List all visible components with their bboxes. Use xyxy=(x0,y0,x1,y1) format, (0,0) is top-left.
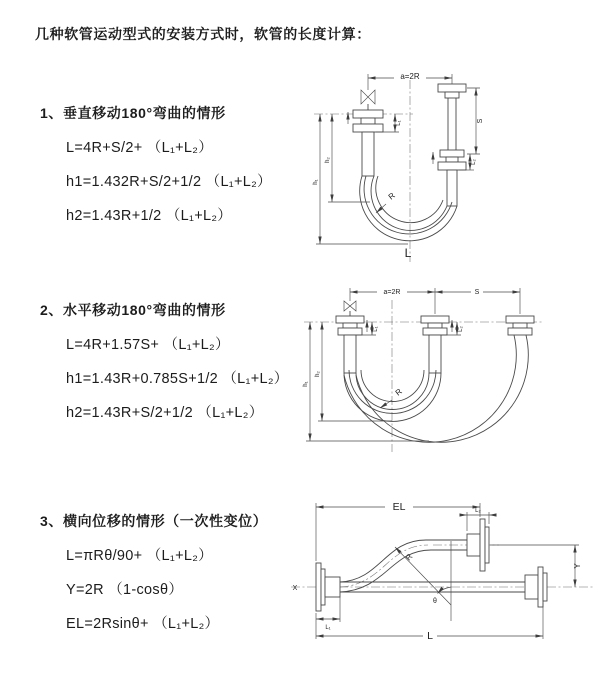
hose-s-curve xyxy=(340,540,467,592)
top-flange-displaced xyxy=(467,519,489,571)
dim-label-h1: h₁ xyxy=(313,179,319,185)
length-label: L xyxy=(404,246,412,260)
angle-annotation xyxy=(395,541,451,621)
section-2 xyxy=(40,300,289,435)
dim-label-l1: L₁ xyxy=(396,120,402,126)
dim-label-a2r: a=2R xyxy=(400,72,420,81)
dim-label-l2: L₂ xyxy=(471,159,477,165)
dim-label-a2r: a=2R xyxy=(383,289,401,296)
dim-label-h2: h₂ xyxy=(315,371,321,377)
section-1-formula-h1: h1=1.432R+S/2+1/2 （L₁+L₂） xyxy=(66,174,272,190)
right-fitting xyxy=(506,316,534,335)
section-3-formula-L: L=πRθ/90+ （L₁+L₂） xyxy=(66,548,213,564)
section-1-formula-L: L=4R+S/2+ （L₁+L₂） xyxy=(66,140,214,156)
section-2-formula-h1: h1=1.43R+0.785S+1/2 （L₁+L₂） xyxy=(66,371,289,387)
section-3-formula-EL: EL=2Rsinθ+ （L₁+L₂） xyxy=(66,616,220,632)
left-flange xyxy=(316,563,340,611)
dimension-l2 xyxy=(460,508,496,531)
dim-label-l1: L₁ xyxy=(325,625,331,631)
dim-label-l2: L₂ xyxy=(458,326,464,332)
middle-fitting xyxy=(421,316,449,373)
hose-u-bend-original xyxy=(344,370,441,421)
left-fitting xyxy=(353,110,383,176)
page-title: 几种软管运动型式的安装方式时，软管的长度计算： xyxy=(35,26,371,42)
section-2-formula-L: L=4R+1.57S+ （L₁+L₂） xyxy=(66,337,230,353)
section-1-heading: 1、垂直移动180°弯曲的情形 xyxy=(40,105,226,121)
radius-label: R xyxy=(403,551,415,563)
right-flange xyxy=(525,567,547,607)
dim-label-s: S xyxy=(474,289,480,296)
valve-icon xyxy=(344,301,356,316)
dim-label-h1: h₁ xyxy=(303,381,309,387)
right-fitting xyxy=(438,84,466,206)
section-3 xyxy=(40,511,267,646)
left-fitting xyxy=(336,316,364,373)
dim-label-s: S xyxy=(477,118,484,124)
dim-label-el: EL xyxy=(392,501,406,513)
dimension-s xyxy=(467,88,484,154)
section-2-formula-h2: h2=1.43R+S/2+1/2 （L₁+L₂） xyxy=(66,405,264,421)
dim-label-l1: L₁ xyxy=(373,326,379,332)
section-1-formula-h2: h2=1.43R+1/2 （L₁+L₂） xyxy=(66,208,233,224)
dimension-s xyxy=(435,286,520,296)
dim-label-y: Y xyxy=(573,563,582,569)
dimension-el xyxy=(316,500,480,561)
diagram-horizontal-180-bend xyxy=(292,280,597,462)
dim-label-l2: L₂ xyxy=(475,508,481,514)
section-1 xyxy=(40,103,272,238)
axis-mark-label: X xyxy=(292,585,298,592)
angle-label: θ xyxy=(433,598,437,605)
valve-icon xyxy=(361,90,375,110)
section-3-formula-Y: Y=2R （1-cosθ） xyxy=(66,582,184,598)
radius-label: R xyxy=(393,386,404,398)
diagram-vertical-180-bend xyxy=(300,64,595,268)
diagram-lateral-displacement xyxy=(283,495,600,647)
hose-u-bend xyxy=(360,176,457,241)
section-3-heading: 3、横向位移的情形（一次性变位） xyxy=(40,513,268,529)
dim-label-l: L xyxy=(427,630,433,642)
radius-label: R xyxy=(386,190,397,202)
dimension-l xyxy=(316,603,543,642)
dim-label-h2: h₂ xyxy=(325,157,331,163)
section-2-heading: 2、水平移动180°弯曲的情形 xyxy=(40,302,226,318)
dimension-a-2r xyxy=(350,286,520,314)
dimension-h1 xyxy=(313,114,408,244)
